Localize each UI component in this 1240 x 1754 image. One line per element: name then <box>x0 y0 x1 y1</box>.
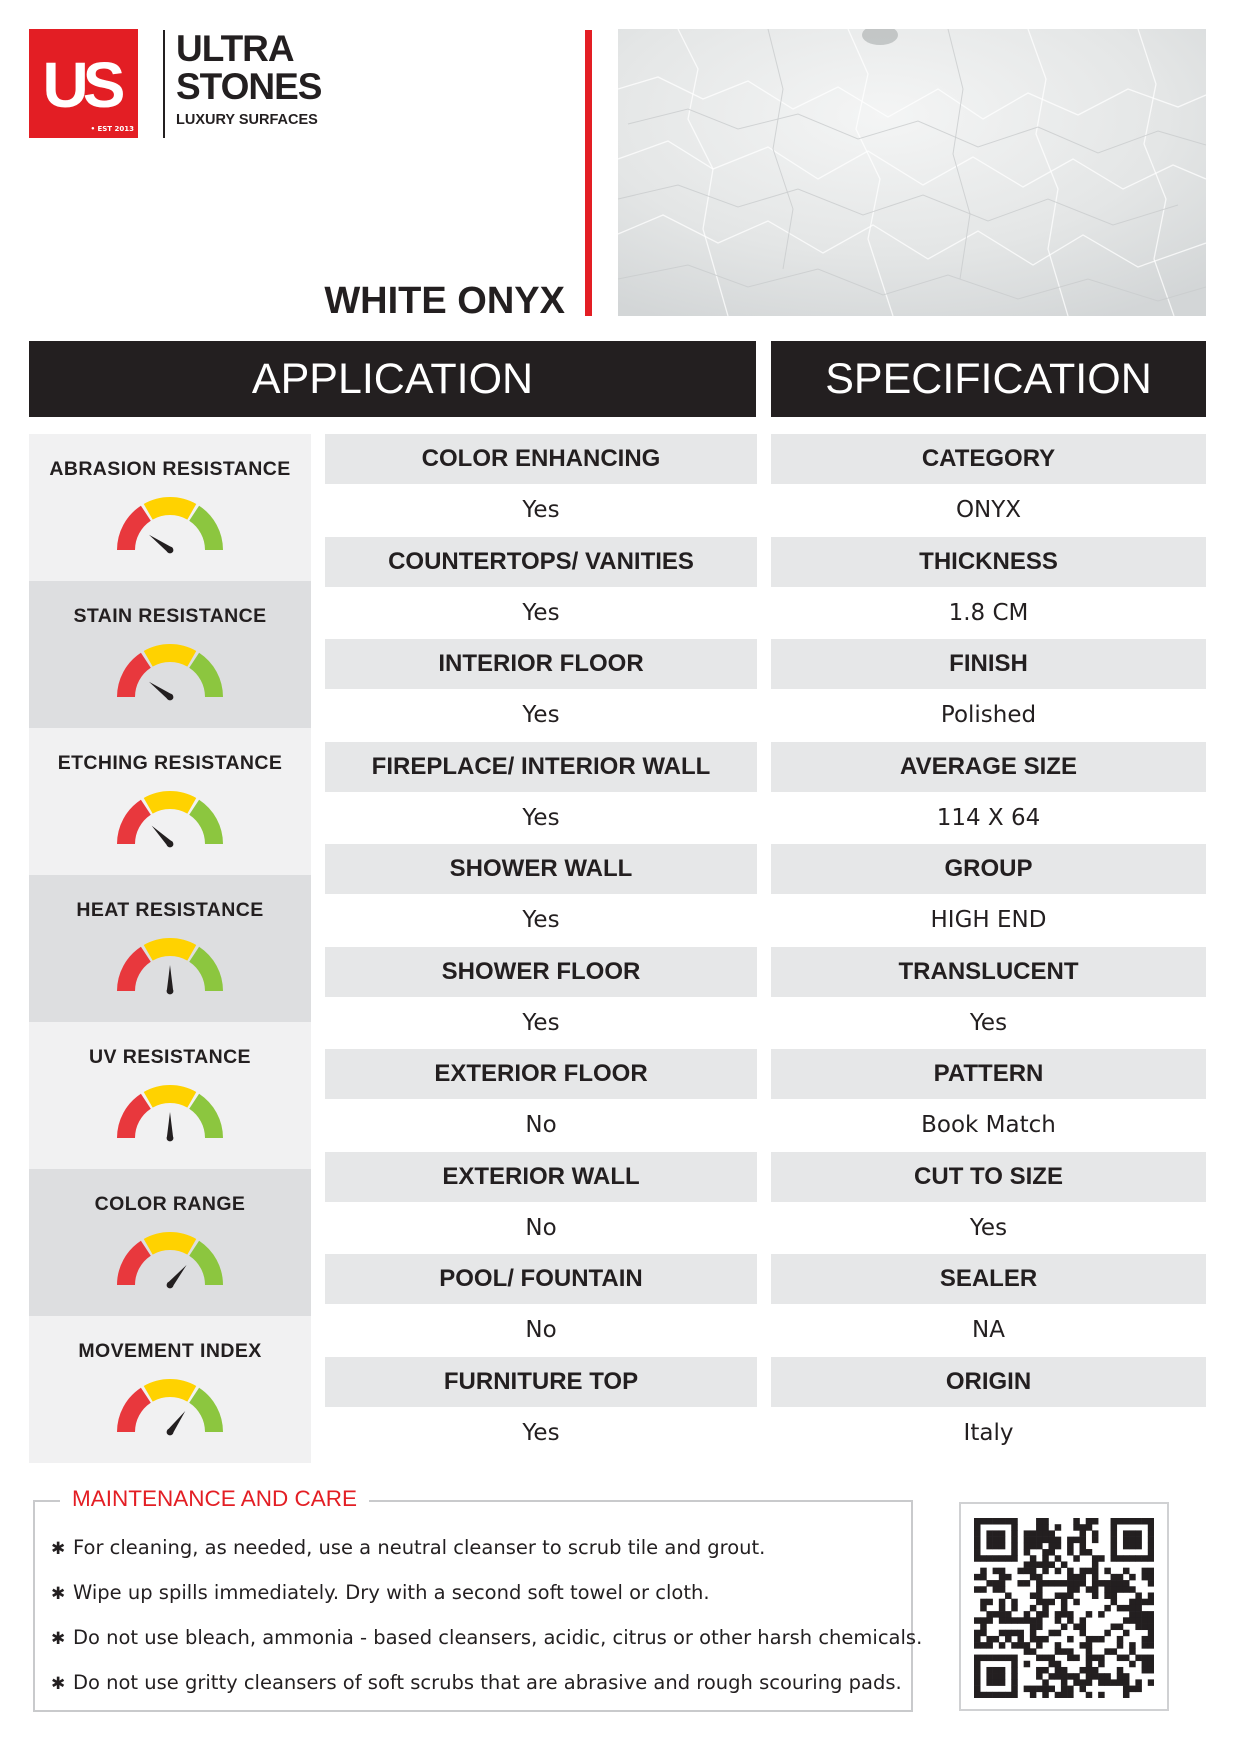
asterisk-icon: ✱ <box>51 1584 66 1604</box>
list-item <box>51 1571 922 1616</box>
row-label: CATEGORY <box>771 434 1206 484</box>
table-row <box>325 742 757 845</box>
qr-code-icon <box>974 1518 1154 1698</box>
maintenance-text: Do not use bleach, ammonia - based cleansers, acidic, citrus or other harsh chemicals. <box>73 1626 923 1649</box>
row-label: AVERAGE SIZE <box>771 742 1206 792</box>
product-title: WHITE ONYX <box>324 280 565 322</box>
gauge-hub <box>167 841 174 848</box>
gauge-high-segment <box>194 1248 214 1285</box>
table-row <box>771 434 1206 537</box>
list-item <box>51 1616 922 1661</box>
qr-code[interactable] <box>959 1502 1169 1711</box>
row-label: ORIGIN <box>771 1357 1206 1407</box>
rating-label: ETCHING RESISTANCE <box>57 752 283 774</box>
rating-uv <box>29 1022 311 1169</box>
row-value: No <box>525 1214 557 1241</box>
gauge-hub <box>167 1429 174 1436</box>
rating-movement-index <box>29 1316 311 1463</box>
row-label: FIREPLACE/ INTERIOR WALL <box>325 742 757 792</box>
row-value: Yes <box>969 1214 1008 1241</box>
application-header: APPLICATION <box>29 341 756 417</box>
row-label: EXTERIOR WALL <box>325 1152 757 1202</box>
table-row <box>771 1152 1206 1255</box>
row-label: SHOWER WALL <box>325 844 757 894</box>
asterisk-icon: ✱ <box>51 1674 66 1694</box>
gauge-mid-segment <box>148 1094 192 1100</box>
row-value: No <box>525 1112 557 1138</box>
row-value: 1.8 CM <box>948 599 1029 626</box>
gauge-high-segment <box>194 660 214 697</box>
maintenance-text: For cleaning, as needed, use a neutral cleanser to scrub tile and grout. <box>73 1536 766 1559</box>
table-row <box>325 1357 757 1460</box>
row-value: Polished <box>940 702 1037 728</box>
row-label: TRANSLUCENT <box>771 947 1206 997</box>
stone-sample-image <box>618 29 1206 316</box>
rating-label: ABRASION RESISTANCE <box>49 458 291 480</box>
rating-label: MOVEMENT INDEX <box>78 1340 262 1362</box>
brand-monogram <box>29 29 138 138</box>
gauge-icon <box>113 1374 227 1438</box>
gauge-high-segment <box>194 1101 214 1138</box>
table-row <box>771 537 1206 640</box>
row-value: Italy <box>963 1419 1014 1446</box>
rating-heat <box>29 875 311 1022</box>
row-value: Yes <box>522 1419 560 1446</box>
row-value: Yes <box>522 599 560 626</box>
table-row <box>325 947 757 1050</box>
table-row <box>771 844 1206 947</box>
table-row <box>771 1049 1206 1152</box>
table-row <box>771 742 1206 845</box>
row-value: Yes <box>522 1009 560 1036</box>
row-value: Book Match <box>921 1112 1056 1138</box>
gauge-low-segment <box>126 807 146 844</box>
gauge-hub <box>167 547 174 554</box>
row-label: EXTERIOR FLOOR <box>325 1049 757 1099</box>
list-item <box>51 1661 922 1706</box>
list-item <box>51 1526 922 1571</box>
ratings-column <box>29 434 311 1463</box>
gauge-high-segment <box>194 954 214 991</box>
row-label: CUT TO SIZE <box>771 1152 1206 1202</box>
gauge-hub <box>167 1135 174 1142</box>
row-value: No <box>525 1317 557 1343</box>
row-value: Yes <box>969 1009 1008 1036</box>
gauge-low-segment <box>126 1101 146 1138</box>
gauge-low-segment <box>126 1395 146 1432</box>
gauge-low-segment <box>126 954 146 991</box>
accent-bar <box>585 30 592 316</box>
row-label: GROUP <box>771 844 1206 894</box>
table-row <box>771 947 1206 1050</box>
rating-etching <box>29 728 311 875</box>
gauge-high-segment <box>194 807 214 844</box>
row-value: ONYX <box>955 497 1022 523</box>
gauge-low-segment <box>126 1248 146 1285</box>
gauge-mid-segment <box>148 947 192 953</box>
table-row <box>325 537 757 640</box>
row-value: Yes <box>522 907 560 933</box>
gauge-low-segment <box>126 660 146 697</box>
maintenance-text: Do not use gritty cleansers of soft scrubs that are abrasive and rough scouring pads. <box>73 1671 902 1694</box>
row-label: COLOR ENHANCING <box>325 434 757 484</box>
maintenance-list <box>51 1526 922 1706</box>
gauge-mid-segment <box>148 800 192 806</box>
table-row <box>325 1049 757 1152</box>
row-value: Yes <box>522 702 560 728</box>
gauge-mid-segment <box>148 506 192 512</box>
gauge-high-segment <box>194 513 214 550</box>
gauge-hub <box>167 988 174 995</box>
asterisk-icon: ✱ <box>51 1629 66 1649</box>
gauge-mid-segment <box>148 1241 192 1247</box>
gauge-hub <box>167 1282 174 1289</box>
specification-table <box>771 434 1206 1459</box>
asterisk-icon: ✱ <box>51 1539 66 1559</box>
table-row <box>771 1357 1206 1460</box>
gauge-icon <box>113 933 227 997</box>
table-row <box>325 1152 757 1255</box>
svg-text:US: US <box>42 49 120 121</box>
rating-abrasion <box>29 434 311 581</box>
gauge-needle <box>167 1112 173 1138</box>
table-row <box>771 1254 1206 1357</box>
row-label: SEALER <box>771 1254 1206 1304</box>
logo-est-text: • EST 2013 <box>90 125 134 133</box>
row-value: Yes <box>522 804 560 831</box>
table-row <box>325 1254 757 1357</box>
row-value: 114 X 64 <box>936 804 1041 831</box>
gauge-mid-segment <box>148 1388 192 1394</box>
table-row <box>325 434 757 537</box>
gauge-icon <box>113 1227 227 1291</box>
gauge-mid-segment <box>148 653 192 659</box>
row-value: HIGH END <box>930 907 1047 933</box>
gauge-icon <box>113 786 227 850</box>
row-label: COUNTERTOPS/ VANITIES <box>325 537 757 587</box>
gauge-icon <box>113 639 227 703</box>
brand-tagline: LUXURY SURFACES <box>176 112 318 128</box>
gauge-icon <box>113 492 227 556</box>
gauge-low-segment <box>126 513 146 550</box>
rating-label: UV RESISTANCE <box>89 1046 251 1068</box>
row-value: NA <box>972 1317 1005 1343</box>
rating-label: COLOR RANGE <box>94 1193 246 1215</box>
row-label: THICKNESS <box>771 537 1206 587</box>
gauge-high-segment <box>194 1395 214 1432</box>
maintenance-box <box>33 1486 923 1712</box>
row-label: POOL/ FOUNTAIN <box>325 1254 757 1304</box>
logo-divider <box>163 30 165 138</box>
rating-label: STAIN RESISTANCE <box>73 605 267 627</box>
row-label: FURNITURE TOP <box>325 1357 757 1407</box>
brand-name-line2: STONES <box>176 66 322 107</box>
table-row <box>325 844 757 947</box>
maintenance-text: Wipe up spills immediately. Dry with a second soft towel or cloth. <box>73 1581 710 1604</box>
row-value: Yes <box>522 497 560 523</box>
gauge-icon <box>113 1080 227 1144</box>
gauge-hub <box>167 694 174 701</box>
specification-header: SPECIFICATION <box>771 341 1206 417</box>
row-label: SHOWER FLOOR <box>325 947 757 997</box>
rating-label: HEAT RESISTANCE <box>76 899 264 921</box>
maintenance-title: MAINTENANCE AND CARE <box>60 1486 369 1512</box>
row-label: PATTERN <box>771 1049 1206 1099</box>
brand-logo <box>29 29 138 138</box>
row-label: INTERIOR FLOOR <box>325 639 757 689</box>
table-row <box>325 639 757 742</box>
application-table <box>325 434 757 1459</box>
brand-name-line1: ULTRA <box>176 28 294 69</box>
gauge-needle <box>167 965 173 991</box>
table-row <box>771 639 1206 742</box>
rating-stain <box>29 581 311 728</box>
rating-color-range <box>29 1169 311 1316</box>
row-label: FINISH <box>771 639 1206 689</box>
brand-wordmark <box>176 30 321 128</box>
